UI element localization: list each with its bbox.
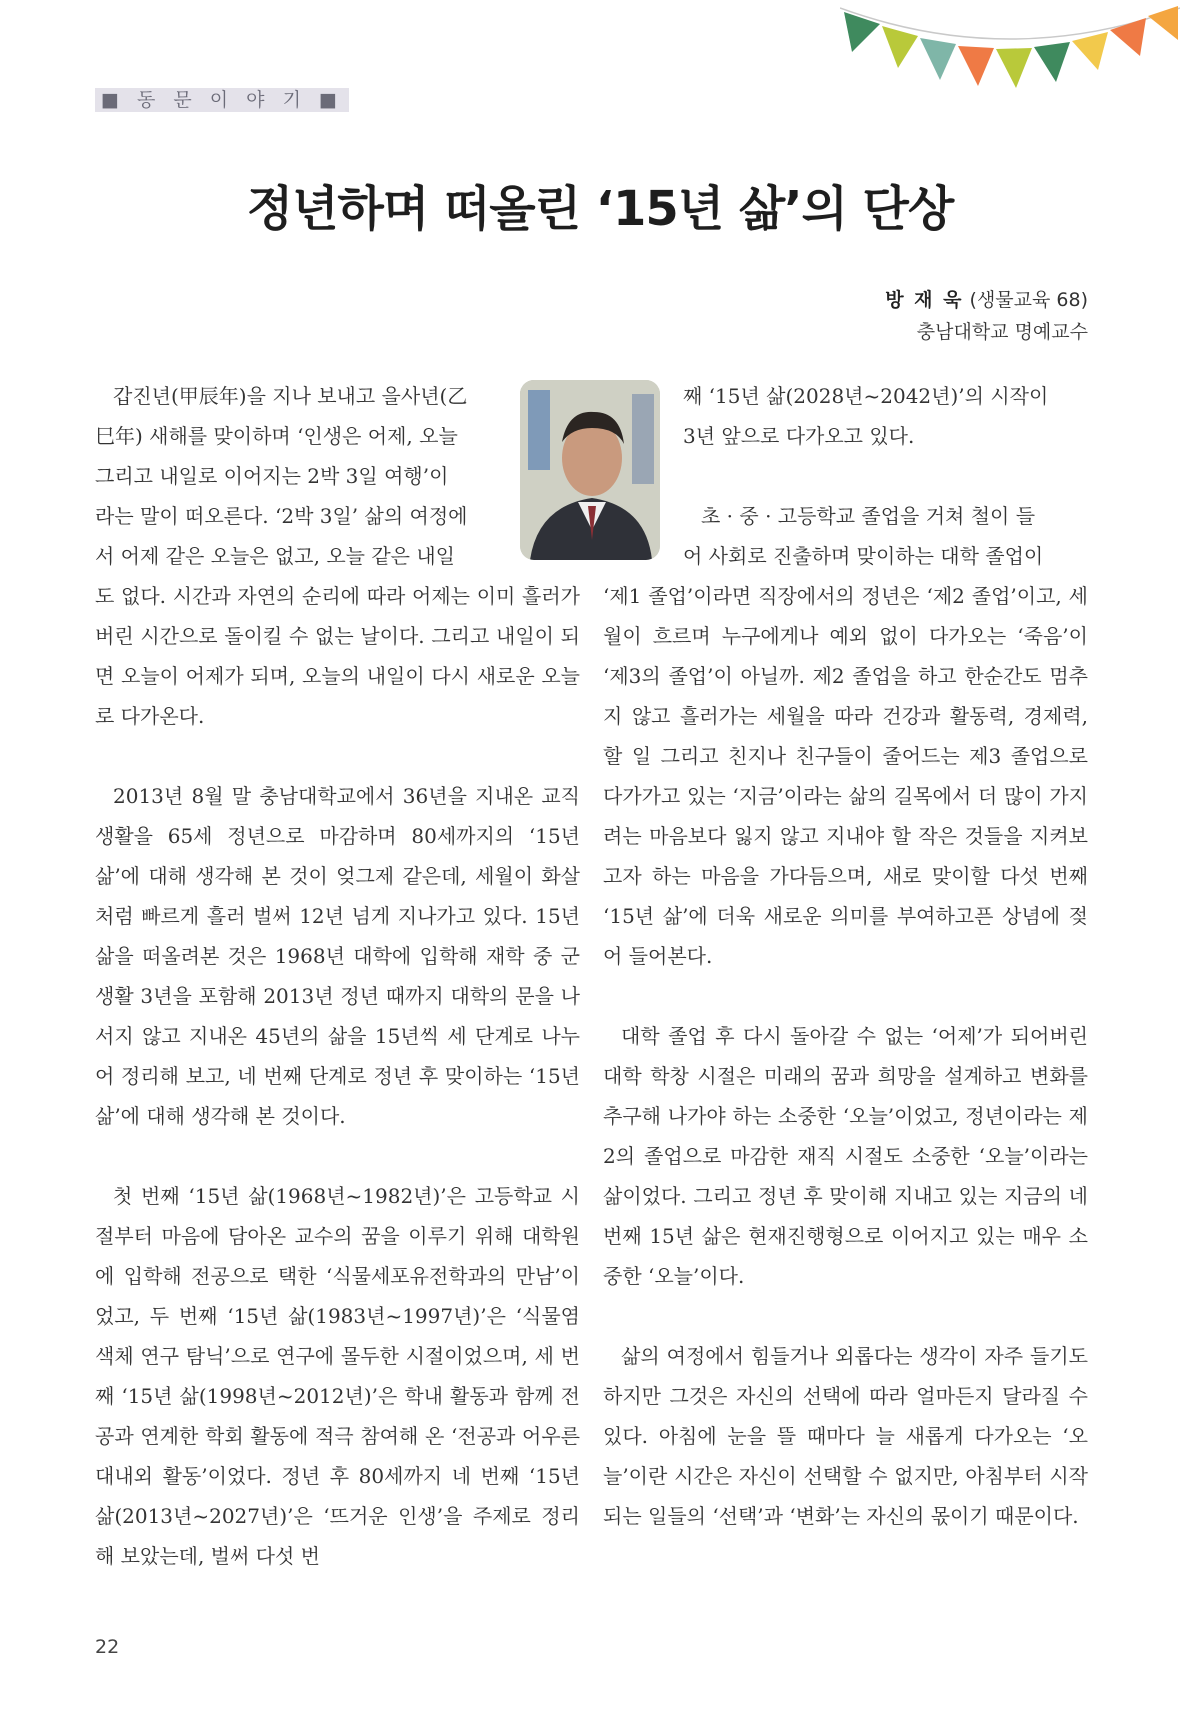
right-paragraph-4: 삶의 여정에서 힘들거나 외롭다는 생각이 자주 들기도 하지만 그것은 자신의 선택에 따라 얼마든지 달라질 수 있다. 아침에 눈을 뜰 때마다 늘 새롭게 다가오는 ‘오늘’이란 시간은 자신이 선택할 수 없지만, 아침부터 시작되는 일들의 ‘선택’과 ‘변화’는 자신의 몫이기 때문이다. [603, 1344, 1088, 1528]
text-line: 도 없다. 시간과 자연의 순리에 따라 어제는 이미 흘러가 버린 시간으로 돌이킬 수 없는 날이다. 그리고 내일이 되면 오늘이 어제가 되며, 오늘의 내일이 다시 새로운 오늘로 다가온다. [95, 584, 580, 728]
right-paragraph-3: 대학 졸업 후 다시 돌아갈 수 없는 ‘어제’가 되어버린 대학 학창 시절은 미래의 꿈과 희망을 설계하고 변화를 추구해 나가야 하는 소중한 ‘오늘’이었고, 정년이라는 제2의 졸업으로 마감한 재직 시절도 소중한 ‘오늘’이라는 삶이었다. 그리고 정년 후 맞이해 지내고 있는 지금의 네 번째 15년 삶은 현재진행형으로 이어지고 있는 매우 소중한 ‘오늘’이다. [603, 1024, 1088, 1288]
text-line: 그리고 내일로 이어지는 2박 3일 여행’이 [95, 464, 449, 488]
author-name: 방 재 욱 [885, 289, 964, 311]
text-line: 갑진년(甲辰年)을 지나 보내고 을사년(乙 [113, 384, 468, 408]
text-line: 巳年) 새해를 맞이하며 ‘인생은 어제, 오늘 [95, 424, 458, 448]
right-column [603, 376, 1088, 1536]
right-paragraph-2 [603, 496, 1088, 976]
text-line: 서 어제 같은 오늘은 없고, 오늘 같은 내일 [95, 544, 455, 568]
author-dept: (생물교육 68) [969, 289, 1088, 311]
text-line: 라는 말이 떠오른다. ‘2박 3일’ 삶의 여정에 [95, 504, 468, 528]
left-column [95, 376, 580, 1576]
author-position: 충남대학교 명예교수 [916, 321, 1088, 343]
author-info [885, 284, 1088, 348]
text-line: 초 · 중 · 고등학교 졸업을 거쳐 철이 들 [701, 504, 1036, 528]
left-paragraph-2: 2013년 8월 말 충남대학교에서 36년을 지내온 교직 생활을 65세 정년으로 마감하며 80세까지의 ‘15년 삶’에 대해 생각해 본 것이 엊그제 같은데, 세월이 화살처럼 빠르게 흘러 벌써 12년 넘게 지나가고 있다. 15년 삶을 떠올려본 것은 1968년 대학에 입학해 재학 중 군 생활 3년을 포함해 2013년 정년 때까지 대학의 문을 나서지 않고 지내온 45년의 삶을 15년씩 세 단계로 나누어 정리해 보고, 네 번째 단계로 정년 후 맞이하는 ‘15년 삶’에 대해 생각해 본 것이다. [95, 784, 580, 1128]
left-paragraph-3: 첫 번째 ‘15년 삶(1968년~1982년)’은 고등학교 시절부터 마음에 담아온 교수의 꿈을 이루기 위해 대학원에 입학해 전공으로 택한 ‘식물세포유전학과의 만남’이었고, 두 번째 ‘15년 삶(1983년~1997년)’은 ‘식물염색체 연구 탐닉’으로 연구에 몰두한 시절이었으며, 세 번째 ‘15년 삶(1998년~2012년)’은 학내 활동과 함께 전공과 연계한 학회 활동에 적극 참여해 온 ‘전공과 어우른 대내외 활동’이었다. 정년 후 80세까지 네 번째 ‘15년 삶(2013년~2027년)’은 ‘뜨거운 인생’을 주제로 정리해 보았는데, 벌써 다섯 번 [95, 1184, 580, 1568]
left-paragraph-1 [95, 376, 580, 736]
text-line: 3년 앞으로 다가오고 있다. [683, 424, 915, 448]
text-line: 어 사회로 진출하며 맞이하는 대학 졸업이 [683, 544, 1044, 568]
page-number: 22 [95, 1636, 120, 1658]
bunting-decoration [840, 0, 1180, 100]
text-line: ‘제1 졸업’이라면 직장에서의 정년은 ‘제2 졸업’이고, 세월이 흐르며 누구에게나 예외 없이 다가오는 ‘죽음’이 ‘제3의 졸업’이 아닐까. 제2 졸업을 하고 한순간도 멈추지 않고 흘러가는 세월을 따라 건강과 활동력, 경제력, 할 일 그리고 친지나 친구들이 줄어드는 제3 졸업으로 다가가고 있는 ‘지금’이라는 삶의 길목에서 더 많이 가지려는 마음보다 잃지 않고 지내야 할 작은 것들을 지켜보고자 하는 마음을 가다듬으며, 새로 맞이할 다섯 번째 ‘15년 삶’에 더욱 새로운 의미를 부여하고픈 상념에 젖어 들어본다. [603, 584, 1088, 968]
text-line: 째 ‘15년 삶(2028년~2042년)’의 시작이 [683, 384, 1049, 408]
article-title: 정년하며 떠올린 ‘15년 삶’의 단상 [246, 181, 954, 237]
section-label: ■ 동 문 이 야 기 ■ [95, 88, 349, 112]
right-paragraph-1 [603, 376, 1088, 456]
